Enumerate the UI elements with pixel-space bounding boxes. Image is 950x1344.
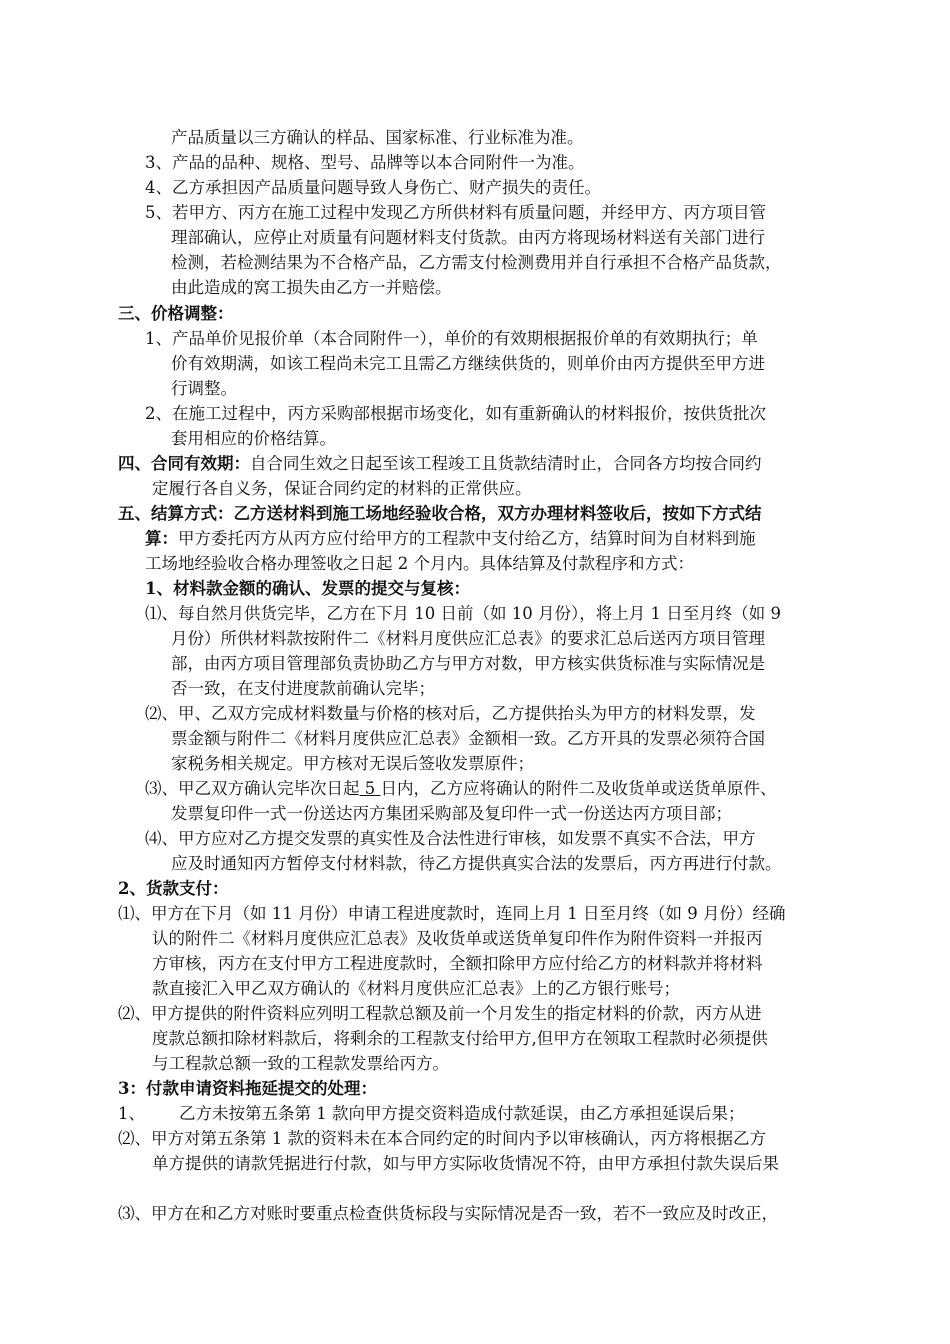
section-validity	[118, 452, 762, 476]
delay-clause-3: ⑶、甲方在和乙方对账时要重点检查供货标段与实际情况是否一致，若不一致应及时改正，	[118, 1204, 778, 1223]
clause-4: ⑷、甲方应对乙方提交发票的真实性及合法性进行审核，如发票不真实不合法，甲方	[145, 829, 756, 848]
text-line: 款直接汇入甲乙双方确认的《材料月度供应汇总表》上的乙方银行账号；	[152, 979, 680, 998]
text-line: 方审核，丙方在支付甲方工程进度款时，全额扣除甲方应付给乙方的材料款并将材料	[152, 954, 763, 973]
section-text: 自合同生效之日起至该工程竣工且货款结清时止，合同各方均按合同约	[250, 454, 762, 473]
delay-clause-1	[118, 1102, 745, 1126]
delay-clause-2: ⑵、甲方对第五条第 1 款的资料未在本合同约定的时间内予以审核确认，丙方将根据乙方	[118, 1129, 766, 1148]
clause-1: ⑴、每自然月供货完毕，乙方在下月 10 日前（如 10 月份），将上月 1 日至月终（如 9	[145, 604, 781, 623]
subsection-heading-1: 1、材料款金额的确认、发票的提交与复核：	[145, 579, 470, 598]
clause-text: ⑶、甲乙双方确认完毕次日起	[145, 779, 360, 798]
text-line: 工场地经验收合格办理签收之日起 2 个月内。具体结算及付款程序和方式：	[145, 554, 694, 573]
text-line: 发票复印件一式一份送达丙方集团采购部及复印件一式一份送达丙方项目部；	[171, 804, 732, 823]
list-item-3: 3、产品的品种、规格、型号、品牌等以本合同附件一为准。	[145, 153, 585, 172]
section-heading-validity: 四、合同有效期：	[118, 454, 250, 473]
list-item-5: 5、若甲方、丙方在施工过程中发现乙方所供材料有质量问题，并经甲方、丙方项目管	[145, 203, 766, 222]
list-item-1: 1、产品单价见报价单（本合同附件一），单价的有效期根据报价单的有效期执行；单	[145, 329, 758, 348]
subsection-heading-3: 3：付款申请资料拖延提交的处理：	[118, 1079, 377, 1098]
payment-clause-1: ⑴、甲方在下月（如 11 月份）申请工程进度款时，连同上月 1 日至月终（如 9 月份）经确	[118, 904, 786, 923]
text-line: 票金额与附件二《材料月度供应汇总表》金额相一致。乙方开具的发票必须符合国	[171, 729, 765, 748]
clause-2: ⑵、甲、乙双方完成材料数量与价格的核对后，乙方提供抬头为甲方的材料发票，发	[145, 704, 756, 723]
text-line: 度款总额扣除材料款后，将剩余的工程款支付给甲方,但甲方在领取工程款时必须提供	[152, 1029, 768, 1048]
settlement-line	[145, 527, 756, 551]
text-line: 行调整。	[171, 379, 237, 398]
section-text: 甲方委托丙方从丙方应付给甲方的工程款中支付给乙方，结算时间为自材料到施	[178, 529, 756, 548]
text-line: 定履行各自义务，保证合同约定的材料的正常供应。	[152, 479, 532, 498]
text-line: 否一致，在支付进度款前确认完毕；	[171, 679, 435, 698]
list-item-2: 2、在施工过程中，丙方采购部根据市场变化，如有重新确认的材料报价，按供货批次	[145, 404, 766, 423]
payment-clause-2: ⑵、甲方提供的附件资料应列明工程款总额及前一个月发生的指定材料的价款，丙方从进	[118, 1004, 762, 1023]
text-line: 单方提供的请款凭据进行付款，如与甲方实际收货情况不符，由甲方承担付款失误后果	[152, 1154, 779, 1173]
text-line: 检测，若检测结果为不合格产品，乙方需支付检测费用并自行承担不合格产品货款，	[171, 253, 782, 272]
list-item-4: 4、乙方承担因产品质量问题导致人身伤亡、财产损失的责任。	[145, 178, 601, 197]
section-heading-price: 三、价格调整：	[118, 304, 234, 323]
text-line: 部，由丙方项目管理部负责协助乙方与甲方对数，甲方核实供货标准与实际情况是	[171, 654, 765, 673]
section-heading-settlement: 五、结算方式：乙方送材料到施工场地经验收合格，双方办理材料签收后，按如下方式结	[118, 504, 762, 523]
text-line: 理部确认，应停止对质量有问题材料支付货款。由丙方将现场材料送有关部门进行	[171, 228, 765, 247]
days-value: 5	[359, 779, 381, 798]
text-line: 认的附件二《材料月度供应汇总表》及收货单或送货单复印件作为附件资料一并报丙	[152, 929, 763, 948]
text-line: 价有效期满，如该工程尚未完工且需乙方继续供货的，则单价由丙方提供至甲方进	[171, 354, 765, 373]
text-line: 家税务相关规定。甲方核对无误后签收发票原件；	[171, 754, 534, 773]
clause-text: 乙方未按第五条第 1 款向甲方提交资料造成付款延误，由乙方承担延误后果；	[179, 1104, 745, 1123]
section-heading-continued: 算：	[145, 529, 178, 548]
text-line: 应及时通知丙方暂停支付材料款，待乙方提供真实合法的发票后，丙方再进行付款。	[171, 854, 782, 873]
clause-number: 1、	[118, 1104, 145, 1123]
clause-3	[145, 777, 777, 801]
text-line: 产品质量以三方确认的样品、国家标准、行业标准为准。	[171, 128, 584, 147]
text-line: 套用相应的价格结算。	[171, 429, 336, 448]
text-line: 由此造成的窝工损失由乙方一并赔偿。	[171, 278, 452, 297]
clause-text: 日内，乙方应将确认的附件二及收货单或送货单原件、	[380, 779, 777, 798]
subsection-heading-2: 2、货款支付：	[118, 879, 229, 898]
text-line: 月份）所供材料款按附件二《材料月度供应汇总表》的要求汇总后送丙方项目管理	[171, 629, 765, 648]
text-line: 与工程款总额一致的工程款发票给丙方。	[152, 1054, 449, 1073]
